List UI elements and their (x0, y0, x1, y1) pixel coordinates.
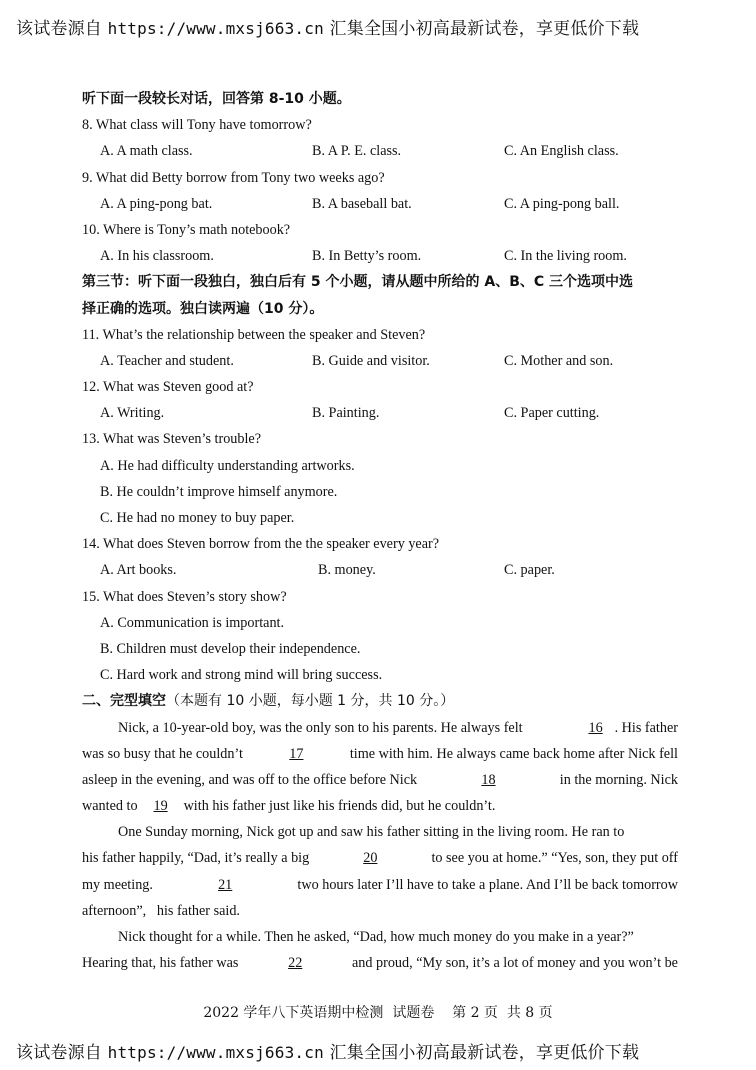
option-c: C. A ping-pong ball. (504, 195, 620, 212)
text: time with him. He always came back home after Nick fell (349, 745, 678, 762)
question-10: 10. Where is Tony’s math notebook? (82, 221, 291, 238)
option-b: B. He couldn’t improve himself anymore. (100, 483, 338, 500)
exam-content (82, 86, 678, 976)
text: One Sunday morning, Nick got up and saw his father sitting in the living room. He ran to (118, 824, 625, 841)
cloze-paragraph-1 (82, 715, 678, 820)
cloze-title-bold: 二、完型填空 (82, 693, 166, 710)
options-14 (82, 557, 678, 583)
text: afternoon”, his father said. (82, 902, 240, 919)
text: in the morning. Nick (559, 771, 678, 788)
option-c: C. Paper cutting. (504, 405, 600, 422)
paragraph-line (82, 715, 678, 741)
text: Nick, a 10-year-old boy, was the only son to his parents. He always felt (118, 719, 523, 736)
option-a: A. Teacher and student. (100, 352, 234, 369)
banner-url-link[interactable]: https://www.mxsj663.cn (107, 19, 324, 38)
blank-20: 20 (363, 850, 378, 867)
section3-heading-line2: 择正确的选项。独白读两遍（10 分）。 (82, 300, 324, 317)
question-9: 9. What did Betty borrow from Tony two weeks ago? (82, 169, 385, 186)
blank-21: 21 (218, 876, 233, 893)
paragraph-line (82, 924, 678, 950)
banner-url-link[interactable]: https://www.mxsj663.cn (107, 1043, 324, 1062)
option-a: A. He had difficulty understanding artworks. (100, 457, 355, 474)
source-banner-top (16, 14, 639, 39)
options-10 (82, 243, 678, 269)
paragraph-line (82, 767, 678, 793)
option-b: B. money. (318, 562, 376, 579)
text: two hours later I’ll have to take a plane. And I’ll be back tomorrow (297, 876, 678, 893)
option-a: A. A ping-pong bat. (100, 195, 213, 212)
question-13: 13. What was Steven’s trouble? (82, 431, 262, 448)
text: my meeting. (82, 876, 153, 893)
blank-22: 22 (288, 955, 303, 972)
question-12: 12. What was Steven good at? (82, 379, 254, 396)
options-8 (82, 138, 678, 164)
text: his father happily, “Dad, it’s really a big (82, 850, 310, 867)
blank-17: 17 (289, 745, 304, 762)
question-14: 14. What does Steven borrow from the the speaker every year? (82, 536, 440, 553)
question-15: 15. What does Steven’s story show? (82, 588, 287, 605)
paragraph-line (82, 872, 678, 898)
option-c: C. Mother and son. (504, 352, 614, 369)
blank-16: 16 (588, 719, 603, 736)
option-a: A. In his classroom. (100, 248, 214, 265)
text: Hearing that, his father was (82, 955, 239, 972)
options-11 (82, 348, 678, 374)
text: Nick thought for a while. Then he asked, “Dad, how much money do you make in a year?” (118, 929, 634, 945)
option-b: B. A baseball bat. (312, 195, 412, 212)
paragraph-line (82, 898, 678, 924)
cloze-title (82, 688, 678, 714)
option-c: C. Hard work and strong mind will bring success. (100, 667, 383, 684)
option-a: A. Writing. (100, 405, 165, 422)
banner-suffix: 汇集全国小初高最新试卷，享更低价下载 (323, 1043, 640, 1063)
source-banner-bottom (16, 1038, 639, 1063)
question-11: 11. What’s the relationship between the speaker and Steven? (82, 326, 426, 343)
paragraph-line (82, 845, 678, 871)
page-footer: 2022 学年八下英语期中检测 试题卷 第 2 页 共 8 页 (203, 1005, 553, 1021)
long-dialog-heading: 听下面一段较长对话，回答第 8-10 小题。 (82, 91, 351, 107)
text: with his father just like his friends did, but he couldn’t. (183, 798, 496, 815)
section3-heading-line1: 第三节：听下面一段独白，独白后有 5 个小题，请从题中所给的 A、B、C 三个选项中选 (82, 274, 634, 291)
text: . His father (614, 719, 678, 736)
text: and proud, “My son, it’s a lot of money and you won’t be (351, 955, 678, 972)
banner-prefix: 该试卷源自 (16, 1043, 108, 1063)
option-c: C. In the living room. (504, 248, 627, 265)
options-9 (82, 191, 678, 217)
cloze-paragraph-2 (82, 819, 678, 924)
option-b: B. Guide and visitor. (312, 352, 430, 369)
option-b: B. Children must develop their independence. (100, 640, 361, 657)
paragraph-line (82, 741, 678, 767)
banner-prefix: 该试卷源自 (16, 19, 108, 39)
option-c: C. He had no money to buy paper. (100, 510, 295, 526)
option-a: A. Communication is important. (100, 614, 285, 631)
option-a: A. A math class. (100, 143, 193, 160)
option-b: B. Painting. (312, 405, 380, 422)
text: was so busy that he couldn’t (82, 745, 243, 762)
question-8: 8. What class will Tony have tomorrow? (82, 117, 312, 134)
blank-18: 18 (481, 771, 496, 788)
options-12 (82, 400, 678, 426)
banner-suffix: 汇集全国小初高最新试卷，享更低价下载 (323, 19, 640, 39)
option-a: A. Art books. (100, 562, 177, 579)
text: to see you at home.” “Yes, son, they put off (431, 850, 678, 867)
text: asleep in the evening, and was off to the office before Nick (82, 771, 418, 788)
paragraph-line (82, 950, 678, 976)
option-b: B. In Betty’s room. (312, 248, 422, 265)
cloze-title-rest: （本题有 10 小题，每小题 1 分，共 10 分。） (166, 693, 455, 710)
blank-19: 19 (153, 798, 168, 815)
paragraph-line (82, 819, 678, 845)
cloze-paragraph-3 (82, 924, 678, 976)
option-c: C. An English class. (504, 143, 619, 160)
option-b: B. A P. E. class. (312, 143, 402, 160)
option-c: C. paper. (504, 562, 555, 579)
paragraph-line (82, 793, 678, 819)
text: wanted to (82, 798, 138, 815)
